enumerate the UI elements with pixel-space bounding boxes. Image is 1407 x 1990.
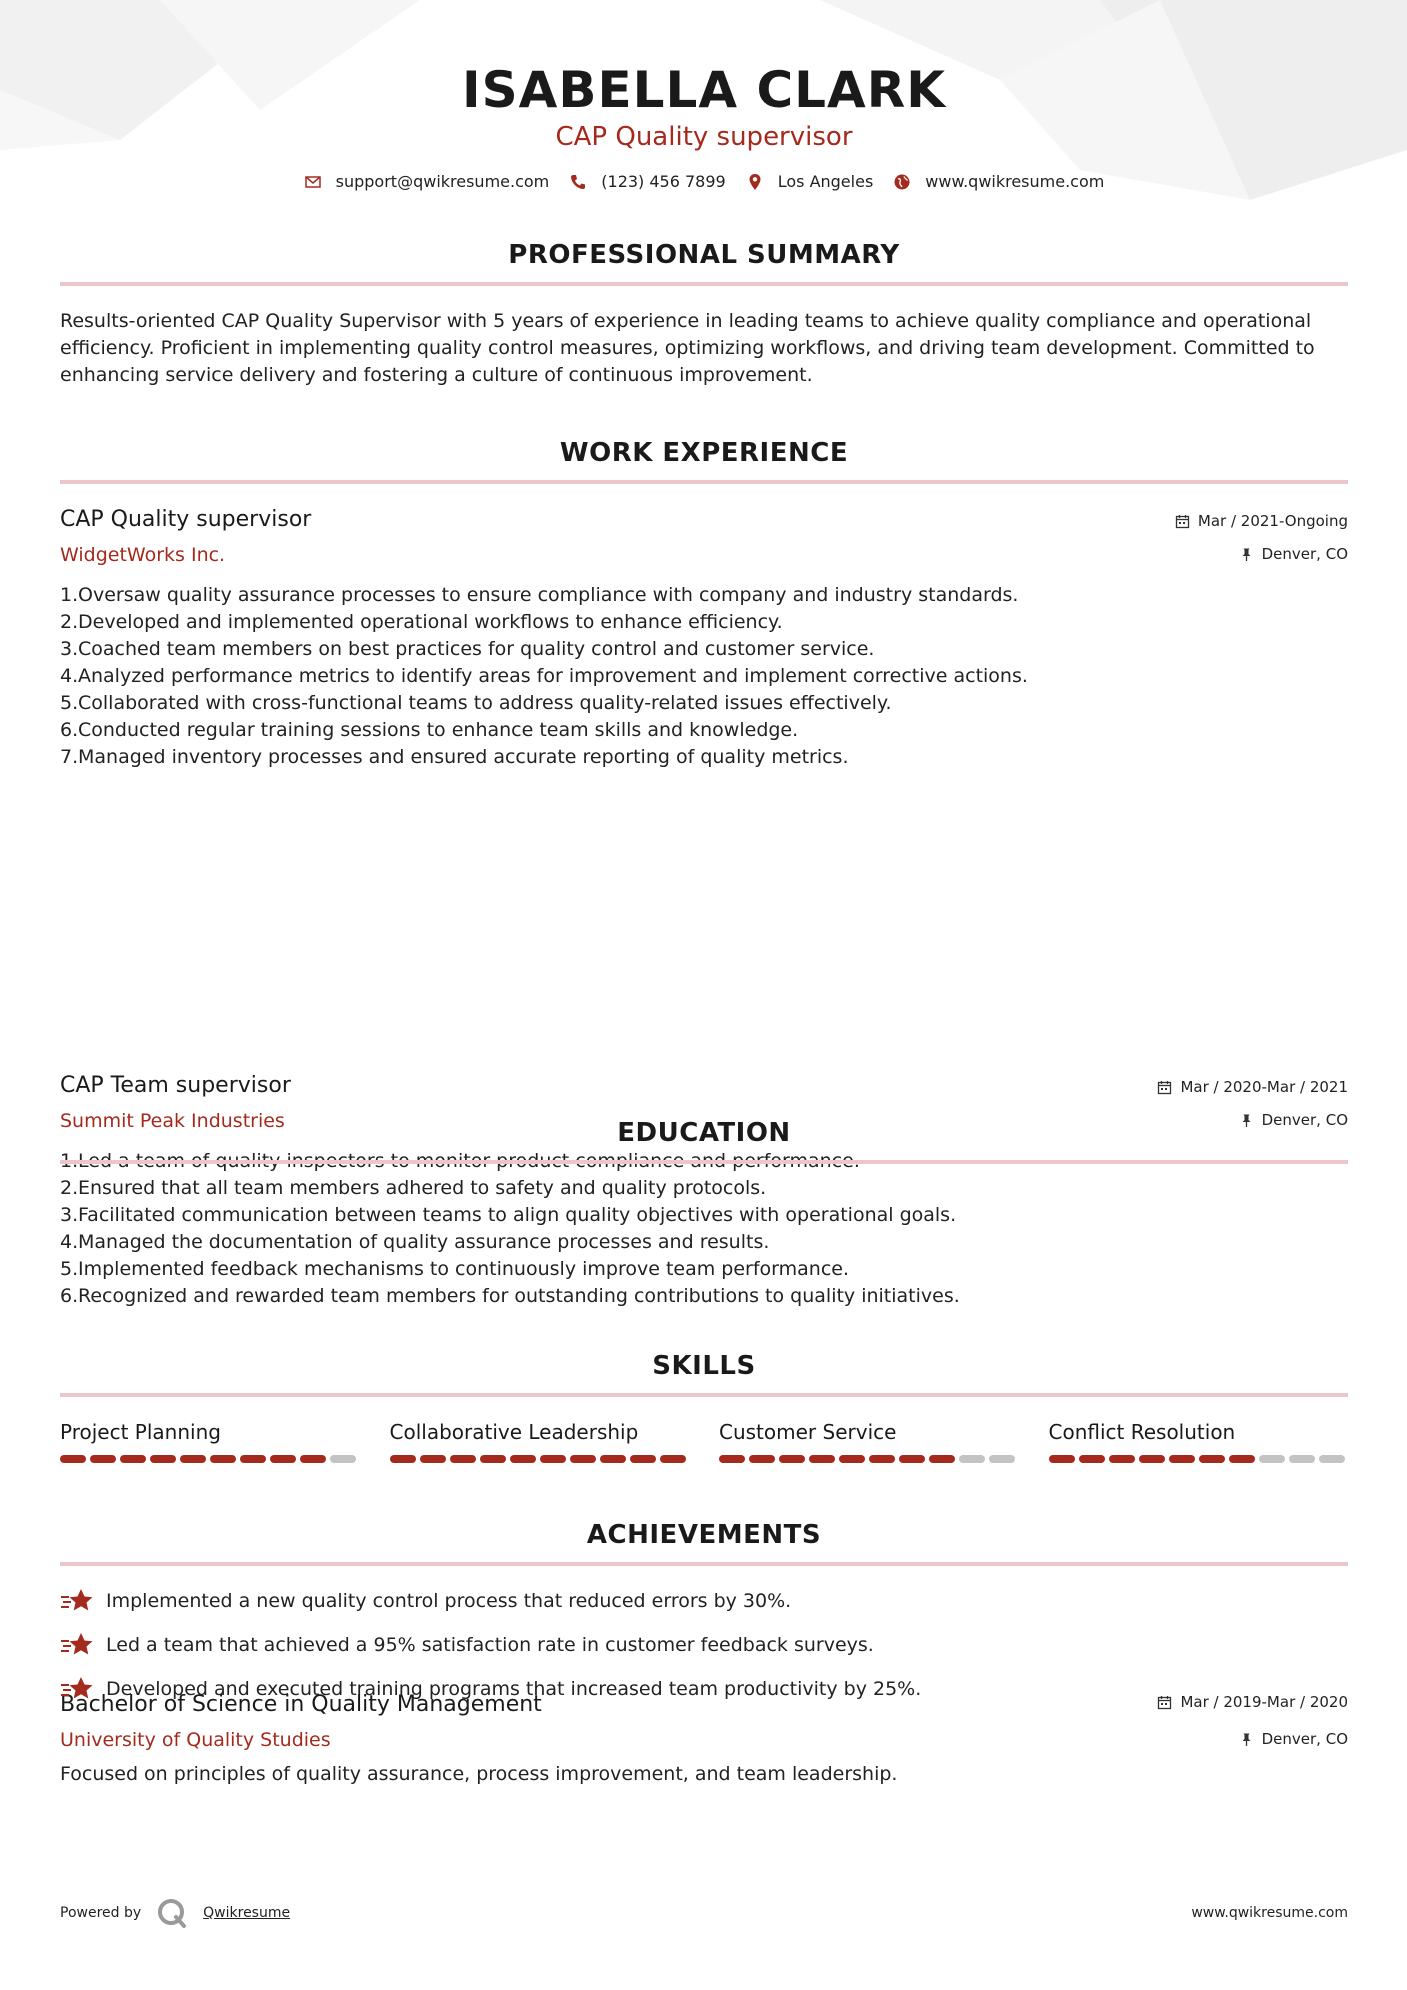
job-company: WidgetWorks Inc.	[60, 544, 226, 566]
list-item: 5. Implemented feedback mechanisms to continuously improve team performance.	[60, 1258, 849, 1280]
education-description: Focused on principles of quality assurance, process improvement, and team leadership.	[60, 1763, 898, 1785]
skill-segment-filled	[899, 1455, 925, 1463]
skill-segment-filled	[570, 1455, 596, 1463]
skills-section	[60, 1349, 1348, 1463]
skill-segment-filled	[390, 1455, 416, 1463]
skill-segment-filled	[1049, 1455, 1075, 1463]
skill-segment-filled	[719, 1455, 745, 1463]
envelope-icon	[304, 173, 322, 191]
shooting-star-icon	[60, 1586, 94, 1616]
brand-link[interactable]: Qwikresume	[203, 1905, 291, 1921]
contact-phone-text: (123) 456 7899	[601, 172, 726, 191]
skill-segment-filled	[270, 1455, 296, 1463]
skill-segment-filled	[300, 1455, 326, 1463]
summary-text: Results-oriented CAP Quality Supervisor with 5 years of experience in leading teams to achieve quality compliance and operational efficiency. Proficient in implementing quality control measures, optimizing workflows, and driving team development. Committed to enhancing service delivery and fostering a culture of continuous improvement.	[60, 310, 1315, 386]
skill-name: Customer Service	[719, 1420, 897, 1444]
education-heading: EDUCATION	[617, 1118, 791, 1148]
list-item: 4. Analyzed performance metrics to identify areas for improvement and implement corrective actions.	[60, 665, 1028, 687]
calendar-icon	[1157, 1080, 1172, 1095]
list-item: 4. Managed the documentation of quality assurance processes and results.	[60, 1231, 770, 1253]
achievements-section	[60, 1518, 1348, 1716]
skill-segment-filled	[480, 1455, 506, 1463]
skill-segment-filled	[210, 1455, 236, 1463]
section-divider	[60, 480, 1348, 484]
job-location: Denver, CO	[1261, 1111, 1348, 1129]
achievements-heading: ACHIEVEMENTS	[586, 1520, 822, 1550]
skill-segment-filled	[749, 1455, 775, 1463]
school-name: University of Quality Studies	[60, 1729, 331, 1751]
contact-website-text: www.qwikresume.com	[925, 172, 1105, 191]
skill-segment-filled	[809, 1455, 835, 1463]
skill-segment-filled	[1169, 1455, 1195, 1463]
skill-segment-filled	[779, 1455, 805, 1463]
powered-by	[60, 1896, 290, 1930]
education-section	[60, 1116, 1348, 1164]
skill-segment-filled	[1079, 1455, 1105, 1463]
job-entry-2	[60, 1072, 1348, 1310]
skill-segment-filled	[929, 1455, 955, 1463]
skill-segment-filled	[839, 1455, 865, 1463]
skills-heading: SKILLS	[652, 1351, 756, 1381]
skill-segment-filled	[1139, 1455, 1165, 1463]
list-item	[60, 1672, 1348, 1706]
list-item: 3. Facilitated communication between teams to align quality objectives with operational goals.	[60, 1204, 957, 1226]
skill-segment-filled	[60, 1455, 86, 1463]
skill-name: Collaborative Leadership	[389, 1420, 639, 1444]
candidate-name: ISABELLA CLARK	[462, 61, 946, 119]
job-entry-1	[60, 506, 1348, 771]
skill-segment-filled	[150, 1455, 176, 1463]
skill-level-bar	[1049, 1455, 1349, 1463]
skill-level-bar	[60, 1455, 360, 1463]
skill-segment-filled	[90, 1455, 116, 1463]
achievements-list	[60, 1584, 1348, 1706]
education-location: Denver, CO	[1261, 1730, 1348, 1748]
map-pin-icon	[746, 173, 764, 191]
pushpin-icon	[1239, 547, 1254, 562]
contact-email[interactable]	[304, 172, 550, 191]
footer-url[interactable]: www.qwikresume.com	[1191, 1905, 1348, 1921]
skill-segment-filled	[240, 1455, 266, 1463]
skill-segment-filled	[450, 1455, 476, 1463]
job-title: CAP Team supervisor	[60, 1073, 291, 1098]
contact-email-text: support@qwikresume.com	[335, 172, 550, 191]
skill-segment-empty	[330, 1455, 356, 1463]
experience-section	[60, 436, 1348, 484]
section-divider	[60, 282, 1348, 286]
skill-segment-filled	[600, 1455, 626, 1463]
section-divider	[60, 1160, 1348, 1164]
job-dates: Mar / 2021-Ongoing	[1197, 512, 1348, 530]
skill-segment-empty	[989, 1455, 1015, 1463]
achievement-text: Led a team that achieved a 95% satisfaction rate in customer feedback surveys.	[106, 1634, 874, 1656]
skill-item	[60, 1419, 360, 1463]
globe-icon	[893, 173, 911, 191]
skill-segment-filled	[540, 1455, 566, 1463]
experience-heading: WORK EXPERIENCE	[559, 438, 849, 468]
skill-segment-empty	[1289, 1455, 1315, 1463]
skill-name: Conflict Resolution	[1048, 1420, 1236, 1444]
skill-item	[390, 1419, 690, 1463]
calendar-icon	[1175, 514, 1190, 529]
list-item: 6. Conducted regular training sessions to enhance team skills and knowledge.	[60, 719, 799, 741]
skill-item	[1049, 1419, 1349, 1463]
degree-title: Bachelor of Science in Quality Management	[60, 1692, 542, 1717]
list-item: 7. Managed inventory processes and ensured accurate reporting of quality metrics.	[60, 746, 849, 768]
skill-segment-filled	[1199, 1455, 1225, 1463]
job-duties-list	[60, 1148, 1348, 1310]
skill-item	[719, 1419, 1019, 1463]
list-item: 5. Collaborated with cross-functional teams to address quality-related issues effectively.	[60, 692, 892, 714]
contact-phone[interactable]	[569, 172, 725, 191]
skill-segment-filled	[1229, 1455, 1255, 1463]
pushpin-icon	[1239, 1732, 1254, 1747]
qwikresume-logo-icon	[155, 1896, 189, 1930]
job-company: Summit Peak Industries	[60, 1110, 285, 1132]
list-item: 3. Coached team members on best practices for quality control and customer service.	[60, 638, 875, 660]
resume-page	[60, 0, 1348, 1921]
job-location: Denver, CO	[1261, 545, 1348, 563]
skill-segment-filled	[420, 1455, 446, 1463]
candidate-title: CAP Quality supervisor	[555, 122, 853, 152]
skill-level-bar	[390, 1455, 690, 1463]
skill-segment-filled	[120, 1455, 146, 1463]
skill-segment-filled	[510, 1455, 536, 1463]
list-item: 6. Recognized and rewarded team members for outstanding contributions to quality initiatives.	[60, 1285, 960, 1307]
section-divider	[60, 1393, 1348, 1397]
contact-location	[746, 172, 874, 191]
skill-segment-filled	[869, 1455, 895, 1463]
achievement-text: Developed and executed training programs that increased team productivity by 25%.	[106, 1678, 922, 1700]
shooting-star-icon	[60, 1630, 94, 1660]
education-dates: Mar / 2019-Mar / 2020	[1180, 1693, 1348, 1711]
skill-segment-filled	[630, 1455, 656, 1463]
summary-section	[60, 238, 1348, 389]
list-item	[60, 1628, 1348, 1662]
achievement-text: Implemented a new quality control process that reduced errors by 30%.	[106, 1590, 792, 1612]
contact-bar	[60, 172, 1348, 191]
contact-website[interactable]	[893, 172, 1104, 191]
list-item: 1. Oversaw quality assurance processes to ensure compliance with company and industry standards.	[60, 584, 1019, 606]
phone-icon	[569, 173, 587, 191]
list-item: 2. Developed and implemented operational workflows to enhance efficiency.	[60, 611, 783, 633]
skill-segment-filled	[660, 1455, 686, 1463]
skill-name: Project Planning	[60, 1420, 221, 1444]
powered-by-label: Powered by	[60, 1905, 142, 1921]
section-divider	[60, 1562, 1348, 1566]
job-duties-list	[60, 582, 1348, 771]
skill-segment-empty	[1259, 1455, 1285, 1463]
shooting-star-icon	[60, 1674, 94, 1704]
list-item: 2. Ensured that all team members adhered to safety and quality protocols.	[60, 1177, 767, 1199]
summary-heading: PROFESSIONAL SUMMARY	[508, 240, 900, 270]
job-title: CAP Quality supervisor	[60, 507, 312, 532]
job-meta	[1175, 510, 1348, 565]
skill-segment-empty	[959, 1455, 985, 1463]
skill-segment-filled	[180, 1455, 206, 1463]
contact-location-text: Los Angeles	[777, 172, 874, 191]
skills-row	[60, 1419, 1348, 1463]
list-item	[60, 1584, 1348, 1618]
footer	[60, 1896, 1348, 1930]
job-dates: Mar / 2020-Mar / 2021	[1180, 1078, 1348, 1096]
skill-segment-empty	[1319, 1455, 1345, 1463]
skill-level-bar	[719, 1455, 1019, 1463]
skill-segment-filled	[1109, 1455, 1135, 1463]
